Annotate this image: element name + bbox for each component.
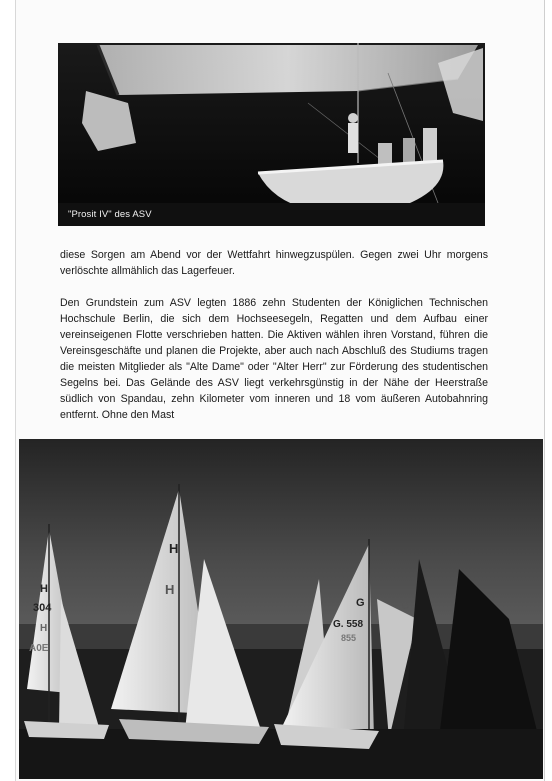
yacht-photo-image (58, 43, 485, 226)
sail-marking-g: G (356, 597, 365, 609)
paragraph-1: diese Sorgen am Abend vor der Wettfahrt hinwegzuspülen. Gegen zwei Uhr morgens verlöschte allmählich das Lagerfeuer. (60, 249, 488, 277)
paragraph-2: Den Grundstein zum ASV legten 1886 zehn Studenten der Königlichen Technischen Hochschule Berlin, die sich dem Hochseesegeln, Regatten und dem Aufbau einer vereinseigenen Flotte verschrieben hatten. Die Aktiven wählen ihren Vorstand, führen die Vereinsgeschäfte und planen die Projekte, aber auch nach Abschluß des Studiums tragen die meisten Mitglieder als "Alte Dame" oder "Alter Herr" zur Förderung des studentischen Segelns bei. Das Gelände des ASV liegt verkehrsgünstig in der Nähe der Heerstraße südlich von Spandau, zehn Kilometer vom inneren und 18 vom äußeren Autobahnring entfernt. Ohne den Mast (60, 297, 488, 421)
sail-marking-h-center-1: H (169, 541, 179, 556)
sail-marking-h: H (40, 583, 48, 595)
photo-caption: "Prosit IV" des ASV (68, 209, 152, 220)
sail-marking-h-lower: H (40, 623, 48, 634)
top-photo-prosit-iv (58, 43, 485, 226)
sail-marking-number-right: G. 558 (333, 619, 364, 630)
regatta-photo-image (19, 439, 543, 779)
sail-marking-h-center-2: H (165, 582, 175, 597)
sail-marking-c: C (402, 601, 410, 612)
sail-marking-mirror-right: 855 (341, 633, 357, 643)
sail-marking-mirror-left: A0E (29, 643, 49, 654)
bottom-photo-regatta (19, 439, 543, 779)
sail-marking-304: 304 (33, 602, 52, 614)
